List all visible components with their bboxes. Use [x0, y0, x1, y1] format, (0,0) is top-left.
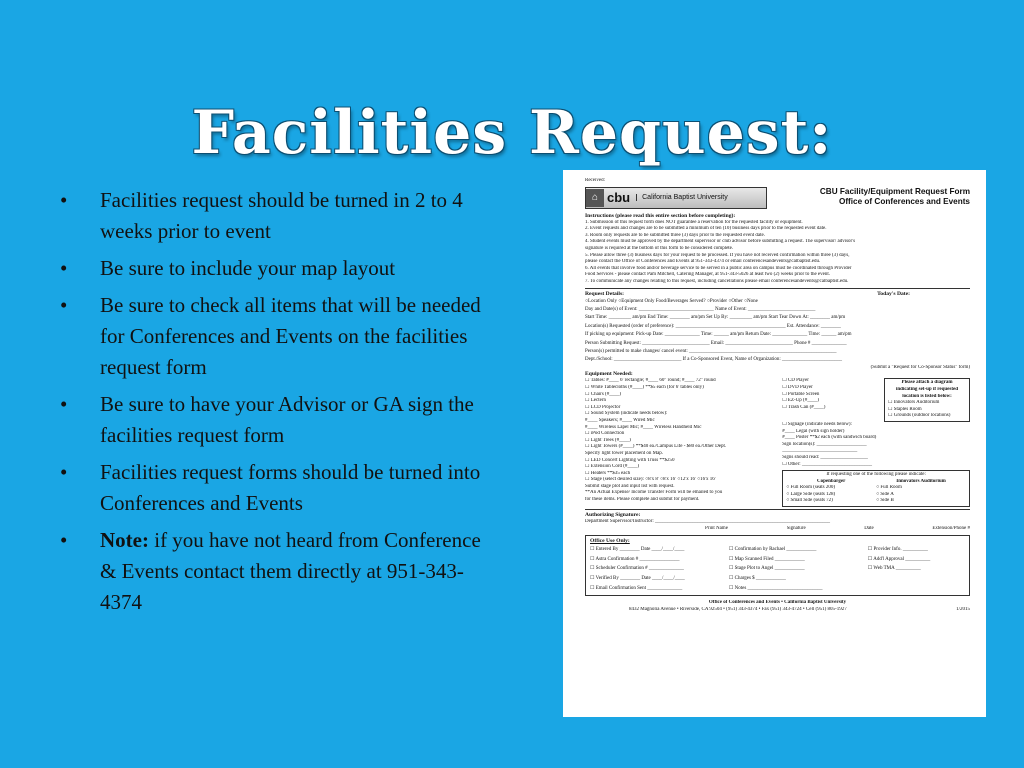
detail-line: Location(s) Requested (order of preference): ____________________________________________ Est. Attendance: ________: [585, 323, 841, 329]
bullet-text: Be sure to have your Advisor or GA sign the facilities request form: [100, 392, 474, 447]
equipment-item: ☐ EZ-Up (#____): [782, 398, 819, 404]
instruction-line: 6. All events that involve food and/or beverage service to be served in a public area on campus must be coordinated through Provider: [585, 265, 852, 271]
form-revision: 1/2015: [956, 606, 970, 612]
bullet-item: [60, 253, 500, 284]
equipment-item: ☐ LED Concert Lighting with Truss **$250: [585, 457, 675, 463]
divider: [585, 288, 970, 289]
room-option: ○ Side A: [876, 491, 894, 497]
instructions-list: [585, 220, 970, 286]
equipment-section: [585, 378, 970, 507]
bullet-text: Be sure to check all items that will be needed for Conferences and Events on the facilities request form: [100, 293, 481, 379]
equipment-item: ☐ Light Towers (#____) **$40 ea./Campus Life - $80 ea./Other Dept.: [585, 444, 727, 450]
equipment-item: ☐ Trash Can (#____): [782, 404, 826, 410]
office-use-box: [585, 535, 970, 596]
bullet-item: [60, 525, 500, 618]
logo-university-text: California Baptist University: [636, 194, 728, 201]
room-request-box: [782, 470, 970, 507]
room-option: ○ Side B: [876, 498, 894, 504]
room-request-heading: If requesting one of the following please indicate:: [826, 472, 926, 478]
equipment-item: ☐ Heaters **$35 each: [585, 470, 631, 476]
supervisor-line: Department Supervisor/Instructor: ______________________________________________________________________: [585, 519, 830, 525]
instruction-line: 7. To communicate any changes relating to this request, including cancellations please email conferencesandevents@calbaptist.edu.: [585, 278, 849, 284]
office-item: ☐ Verified By ________ Date ____/____/____: [590, 576, 685, 582]
diagram-option: ☐ Staples Room: [888, 406, 922, 412]
equipment-item: #____ Wireless Lapel Mic; #____ Wireless Handheld Mic: [585, 424, 702, 430]
detail-line: Person Submitting Request: ___________________________ Email: ___________________________ Phone # ______________: [585, 340, 847, 346]
instruction-line: please contact the Office of Conferences and Events at 951-343-4374 or email conferencesandevents@calbaptist.edu.: [585, 259, 821, 265]
bullet-text: Be sure to include your map layout: [100, 256, 396, 280]
sig-label: Print Name: [705, 525, 728, 531]
equipment-item: #____ Poster **$2 each (with sandwich board): [782, 435, 877, 441]
divider: [585, 509, 970, 510]
equipment-item: ☐ iPod Connection: [585, 431, 625, 437]
room-option: ○ Full Room (seats 200): [786, 485, 836, 491]
request-details-header: [585, 291, 970, 298]
office-item: ☐ Web TMA __________: [867, 566, 921, 572]
form-received: Received:: [585, 178, 605, 183]
equipment-item: ☐ Portable Screen: [782, 391, 820, 397]
bullet-item: [60, 457, 500, 519]
slide-title: Facilities Request:: [191, 98, 833, 169]
university-crest-icon: ⌂: [586, 189, 604, 207]
detail-line: Dept./School: ___________________________ If a Co-Sponsored Event, Name of Organization: ________________________: [585, 357, 842, 363]
diagram-option: ☐ Grounds (outdoor locations): [888, 413, 951, 419]
equipment-heading: Equipment Needed:: [585, 371, 633, 378]
diagram-option: ☐ Innovators Auditorium: [888, 400, 940, 406]
equipment-item: Sign location(s): ____________________: [782, 441, 867, 447]
bullet-list: [60, 185, 500, 624]
bullet-dot: •: [60, 256, 68, 280]
detail-line: ○Location Only ○Equipment Only Food/Beverages Served? ○Provider ○Other ○None: [585, 298, 758, 304]
office-col: [729, 545, 868, 593]
instruction-line: signature is required at the bottom of this form to be considered complete.: [585, 245, 734, 251]
equipment-item: #____ Speakers; #____ Wired Mic: [585, 417, 655, 423]
equipment-item: ☐ Extension Cord (#____): [585, 464, 640, 470]
signature-labels: [585, 526, 970, 533]
office-use-label: Office Use Only:: [590, 538, 630, 545]
room-col-innovators: [876, 479, 966, 505]
equipment-item: ☐ Stage (select desired size): ○8'x 8' ○8'x 16' ○12'x 16' ○16'x 16': [585, 477, 716, 483]
equipment-item: #____ Legal (with sign holder): [782, 428, 845, 434]
room-request-columns: [786, 479, 966, 505]
equipment-item: ☐ LCD Projector: [585, 404, 621, 410]
office-item: ☐ Charges $ ____________: [728, 576, 786, 582]
form-footer-line2: 8432 Magnolia Avenue • Riverside, CA 92504 • (951) 343-4374 • Fax (951) 343-4724 • Cell (951) 805-1927: [629, 606, 847, 612]
diagram-notice-line: indicating set-up if requested: [896, 386, 958, 392]
equipment-item: **An Actual Expense/ Income Transfer Form will be emailed to you: [585, 490, 723, 496]
equipment-left-column: [585, 378, 782, 507]
instruction-line: 5. Please allow three (3) business days for your request to be processed. If you have not received confirmation within three (3) days,: [585, 252, 850, 258]
office-item: ☐ Provider Info. __________: [867, 547, 928, 553]
equipment-item: ☐ DVD Player: [782, 384, 813, 390]
equipment-item: ☐ Sound System (indicate needs below):: [585, 411, 668, 417]
bullet-item: [60, 389, 500, 451]
equipment-item: ☐ Light Trees (#____): [585, 437, 631, 443]
equipment-item: Specify light tower placement on Map.: [585, 450, 664, 456]
equipment-item: ☐ CD Player: [782, 378, 809, 384]
bullet-text: Facilities request should be turned in 2 to 4 weeks prior to event: [100, 188, 463, 243]
request-form-image: [563, 170, 986, 717]
sig-label: Signature: [786, 525, 806, 531]
office-use-columns: [590, 545, 965, 593]
room-col-title: Copenbarger: [816, 478, 846, 484]
diagram-notice-line: location is listed below:: [902, 393, 952, 399]
equipment-right-top: [782, 378, 970, 422]
request-details-label: Request Details:: [585, 290, 624, 297]
diagram-notice-box: [884, 378, 970, 422]
form-footer-line1: Office of Conferences and Events • California Baptist University: [708, 600, 847, 606]
office-item: ☐ Entered By ________ Date ____/____/____: [590, 547, 685, 553]
office-item: ☐ Map Scanned Filed ____________: [728, 556, 805, 562]
instruction-line: 3. Room only requests are to be submitted three (3) days prior to the requested event date.: [585, 232, 765, 238]
cosponsor-note: (Submit a "Request for Co-Sponsor Status" form): [870, 364, 970, 370]
instructions-heading: Instructions (please read this entire section before completing):: [585, 212, 736, 219]
office-item: ☐ Astra Confirmation # ________________: [590, 556, 680, 562]
instruction-line: Food Services - please contact Pam Mitchell, Catering Manager, at 951-343-5026 at least two (2) weeks prior to the event.: [585, 272, 831, 278]
equipment-item: ☐ Tables: #____ 6' rectangle; #____ 60" round; #____ 72" round: [585, 378, 716, 384]
instruction-line: 2. Event requests and changes are to be submitted a minimum of ten (10) business days prior to the requested event date.: [585, 226, 827, 232]
office-item: ☐ Stage Plot to Angel ____________: [728, 566, 805, 572]
equipment-item: ☐ White Tablecloths (#____) **$5 each (for 6' tables only): [585, 384, 704, 390]
form-title: [820, 187, 970, 207]
bullet-dot: •: [60, 293, 68, 317]
room-option: ○ Full Room: [876, 485, 902, 491]
bullet-item: [60, 185, 500, 247]
form-header: [585, 187, 970, 209]
authorizing-signature-label: Authorizing Signature:: [585, 512, 641, 519]
equipment-item: for these items. Please complete and submit for payment.: [585, 497, 700, 503]
cbu-logo: [585, 187, 767, 209]
bullet-text: if you have not heard from Conference & Events contact them directly at 951-343-4374: [100, 528, 481, 614]
bullet-dot: •: [60, 188, 68, 212]
equipment-item: ☐ Chairs (#____): [585, 391, 621, 397]
detail-line: If picking up equipment: Pick-up Date: ______________ Time: ______ am/pm Return Date: ______________ Time: ______ am/pm: [585, 332, 852, 338]
instruction-line: 4. Student events must be approved by the department supervisor or club advisor before submitting a request. The supervisor/ advisor's: [585, 239, 856, 245]
office-item: ☐ Notes ______________________________: [728, 585, 823, 591]
office-item: ☐ Add'l Approval __________: [867, 556, 931, 562]
logo-cbu-text: cbu: [607, 190, 631, 206]
sig-label: Extension/Phone #: [932, 525, 970, 531]
office-col: [868, 545, 965, 593]
detail-line: Start Time: _________ am/pm End Time: ________ am/pm Set Up By: _________ am/pm Start Tear Down At: ________ am/pm: [585, 315, 846, 321]
equipment-item: ______________________________: [782, 448, 858, 454]
room-col-title: Innovators Auditorium: [896, 478, 946, 484]
room-option: ○ Small Side (seats 72): [786, 498, 833, 504]
bullet-dot: •: [60, 392, 68, 416]
form-title-line2: Office of Conferences and Events: [838, 196, 970, 206]
equipment-right-list: [782, 378, 884, 422]
bullet-text: Facilities request forms should be turned into Conferences and Events: [100, 460, 481, 515]
office-col: [590, 545, 729, 593]
details-lines: [585, 298, 970, 372]
room-col-copenbarger: [786, 479, 876, 505]
bullet-dot: •: [60, 460, 68, 484]
detail-line: Day and Date(s) of Event: ______________________________ Name of Event: ___________________________: [585, 306, 816, 312]
equipment-item: ☐ Other: ____________________________: [782, 461, 872, 467]
room-option: ○ Large Side (seats 128): [786, 491, 836, 497]
equipment-item: ☐ Signage (indicate needs below):: [782, 421, 852, 427]
equipment-item: ☐ Lectern: [585, 398, 606, 404]
note-label: Note:: [100, 528, 149, 552]
form-footer-row: [585, 607, 970, 614]
form-title-line1: CBU Facility/Equipment Request Form: [819, 186, 970, 196]
sig-label: Date: [864, 525, 874, 531]
diagram-notice-line: Please attach a diagram: [901, 380, 953, 386]
bullet-dot: •: [60, 528, 68, 552]
equipment-item: Signs should read: ___________________: [782, 454, 868, 460]
equipment-item: Submit stage plot and input list with request.: [585, 483, 675, 489]
detail-line: Person(s) permitted to make changes/ cancel event: ___________________________________________________________: [585, 348, 837, 354]
office-item: ☐ Email Confirmation Sent ______________: [590, 585, 683, 591]
instruction-line: 1. Submission of this request form does NOT guarantee a reservation for the requested facility or equipment.: [585, 219, 803, 225]
office-item: ☐ Scheduler Confirmation # ______________: [590, 566, 684, 572]
office-item: ☐ Confirmation by Rachael ____________: [728, 547, 817, 553]
equipment-right-column: [782, 378, 970, 507]
bullet-item: [60, 290, 500, 383]
todays-date-label: Today's Date:: [877, 290, 910, 297]
